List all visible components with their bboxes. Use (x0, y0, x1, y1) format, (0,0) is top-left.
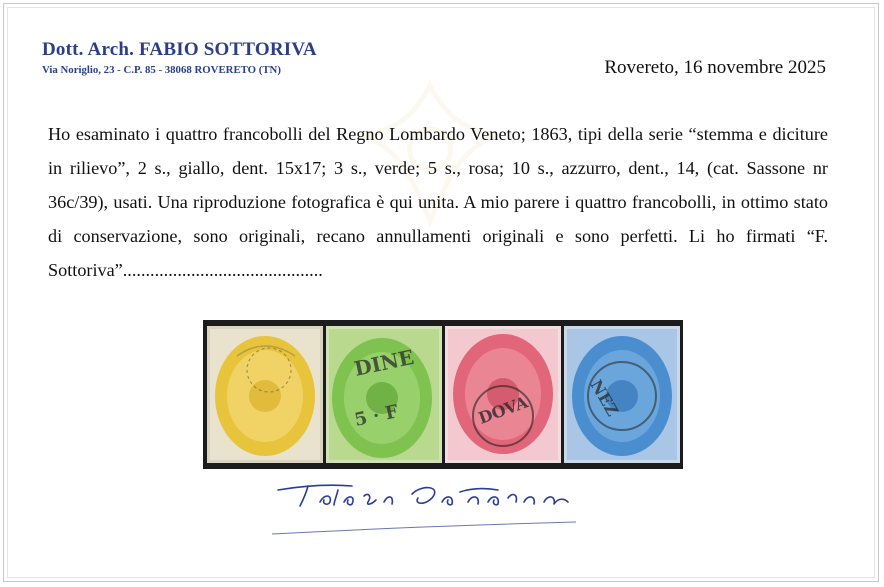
certificate-date: Rovereto, 16 novembre 2025 (604, 57, 826, 78)
stamp-green (326, 326, 442, 463)
issuer-address: Via Noriglio, 23 - C.P. 85 - 38068 ROVERETO (TN) (42, 64, 281, 76)
certificate-text: Ho esaminato i quattro francobolli del Regno Lombardo Veneto; 1863, tipi della serie “stemma e diciture in rilievo”, 2 s., giallo, dent. 15x17; 3 s., verde; 5 s., rosa; 10 s., azzurro, dent., 14, (cat. Sassone nr 36c/39), usati. Una riproduzione fotografica è qui unita. A mio parere i quattro francobolli, in ottimo stato di conservazione, sono originali, recano annullamenti originali e sono perfetti. Li ho firmati “F. Sottoriva”............................................ (48, 124, 828, 280)
svg-text:DINE: DINE (352, 344, 416, 381)
stamp-blue (564, 326, 680, 463)
handwritten-signature (272, 472, 592, 512)
certificate-body (48, 117, 828, 287)
stamps-photo (203, 320, 683, 469)
svg-text:5 · F: 5 · F (352, 401, 401, 431)
stamp-pink (445, 326, 561, 463)
issuer-name: Dott. Arch. FABIO SOTTORIVA (42, 39, 317, 60)
svg-text:DOVA: DOVA (475, 392, 531, 428)
stamp-yellow (207, 326, 323, 463)
signature-underline (270, 520, 580, 538)
svg-text:NEZ: NEZ (586, 376, 623, 420)
